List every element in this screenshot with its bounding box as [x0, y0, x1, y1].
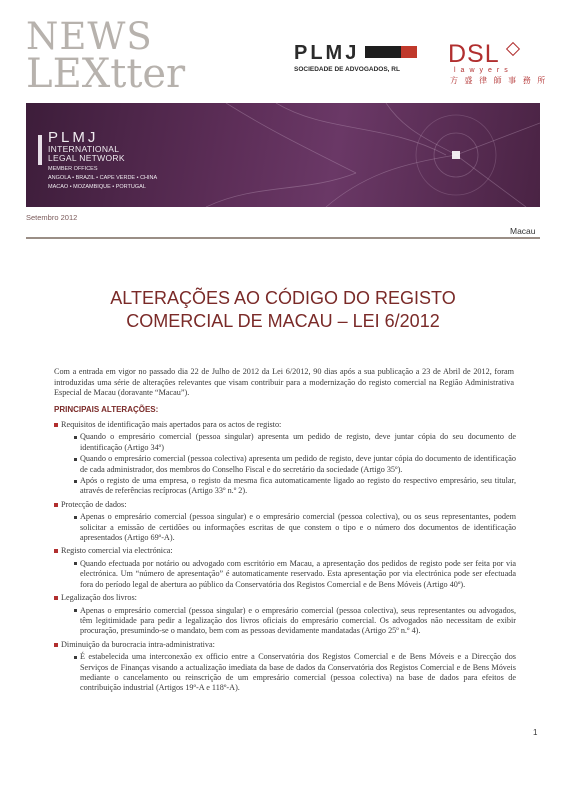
dsl-logo-chinese: 方 盛 律 師 事 務 所 [450, 76, 548, 85]
newsletter-title-news: NEWS [26, 15, 153, 58]
banner-countries-line1: ANGOLA • BRAZIL • CAPE VERDE • CHINA [48, 175, 158, 181]
newsletter-title-lexttr: LEXtter [26, 51, 186, 97]
change-section [54, 420, 516, 497]
change-section [54, 593, 516, 637]
section-heading-principais: PRINCIPAIS ALTERAÇÕES: [54, 405, 159, 414]
issue-date: Setembro 2012 [26, 213, 78, 222]
banner-network-line2: LEGAL NETWORK [48, 153, 125, 163]
plmj-logo-subtitle: SOCIEDADE DE ADVOGADOS, RL [294, 66, 400, 73]
list-item: Apenas o empresário comercial (pessoa singular) e o empresário comercial (pessoa colectiva), ou os seus representantes, podem solicitar a emissão de certidões ou informações escritas de que constem o tipo e o número dos documentos de identificação apresentados (Artigo 69º-A). [74, 512, 516, 543]
change-heading: Requisitos de identificação mais apertados para os actos de registo: [54, 420, 516, 430]
banner-countries-line2: MACAO • MOZAMBIQUE • PORTUGAL [48, 184, 146, 190]
change-section [54, 640, 516, 694]
banner-network-line1: INTERNATIONAL [48, 144, 120, 154]
list-item: Após o registo de uma empresa, o registo da mesma fica automaticamente ligado ao registo do respectivo empresário, seu titular, através de referências recíprocas (Artigo 33º n.º 2). [74, 476, 516, 497]
change-heading: Protecção de dados: [54, 500, 516, 510]
dsl-logo-lawyers: lawyers [454, 67, 513, 74]
banner-plmj: PLMJ [48, 129, 99, 146]
list-item: Apenas o empresário comercial (pessoa singular) e o empresário comercial (pessoa colectiva), seus representantes ou advogados, têm legitimidade para pedir a legalização dos livros oficiais do empresário comercial. Os advogados não necessitam de exibir procuração, presumindo-se o mandato, bem com as pessoas devidamente mandatadas (Artigo 25º n.º 4). [74, 606, 516, 637]
list-item: Quando o empresário comercial (pessoa colectiva) apresenta um pedido de registo, deve juntar cópia do documento de identificação de cada administrador, dos membros do Conselho Fiscal e do secretário da sociedade (Artigo 35º). [74, 454, 516, 475]
change-heading: Diminuição da burocracia intra-administrativa: [54, 640, 516, 650]
plmj-logo [294, 42, 400, 73]
plmj-logo-name: PLMJ [294, 42, 360, 64]
article-title-line1: ALTERAÇÕES AO CÓDIGO DO REGISTO [110, 288, 456, 308]
banner-mark [38, 135, 42, 165]
change-heading: Legalização dos livros: [54, 593, 516, 603]
changes-list [54, 420, 516, 697]
network-banner [26, 103, 540, 207]
banner-text [48, 130, 157, 191]
change-section [54, 546, 516, 590]
article-title-line2: COMERCIAL DE MACAU – LEI 6/2012 [126, 311, 440, 331]
list-item: Quando o empresário comercial (pessoa singular) apresenta um pedido de registo, deve juntar cópia do seu documento de identificação (Artigo 34º) [74, 432, 516, 453]
change-heading: Registo comercial via electrónica: [54, 546, 516, 556]
list-item: Quando efectuada por notário ou advogado com escritório em Macau, a apresentação dos pedidos de registo pode ser feita por via electrónica. Um “número de apresentação” é automaticamente reservado. Esta apresentação por via electrónica pode ser efectuada fora do período legal de abertura ao público da Conservatória dos Registos Comercial e de Bens Móveis (Artigo 40º). [74, 559, 516, 590]
intro-paragraph: Com a entrada em vigor no passado dia 22 de Julho de 2012 da Lei 6/2012, 90 dias após a sua publicação a 23 de Abril de 2012, foram introduzidas uma série de alterações relevantes que visam contribuir para a modernização do registo comercial na Região Administrativa Especial de Macau (doravante “Macau”). [54, 367, 514, 398]
change-section [54, 500, 516, 544]
dsl-logo-name: DSL [448, 40, 500, 68]
banner-member-offices: MEMBER OFFICES [48, 166, 98, 172]
header-divider [26, 237, 540, 239]
region-label: Macau [510, 226, 536, 236]
plmj-logo-bar [365, 46, 417, 58]
dsl-logo [448, 40, 547, 86]
list-item: É estabelecida uma interconexão ex officio entre a Conservatória dos Registos Comercial e de Bens Móveis e a Direcção dos Serviços de Finanças visando a actualização imediata da base de dados da Conservatória dos Registos Comercial e de Bens Móveis mediante o cancelamento ou reinscrição de um empresário comercial (pessoa colectiva) na base de dados para efeitos de contribuição industrial (Artigos 19º-A e 118º-A). [74, 652, 516, 694]
article-title [26, 287, 540, 333]
page-number: 1 [533, 728, 538, 737]
